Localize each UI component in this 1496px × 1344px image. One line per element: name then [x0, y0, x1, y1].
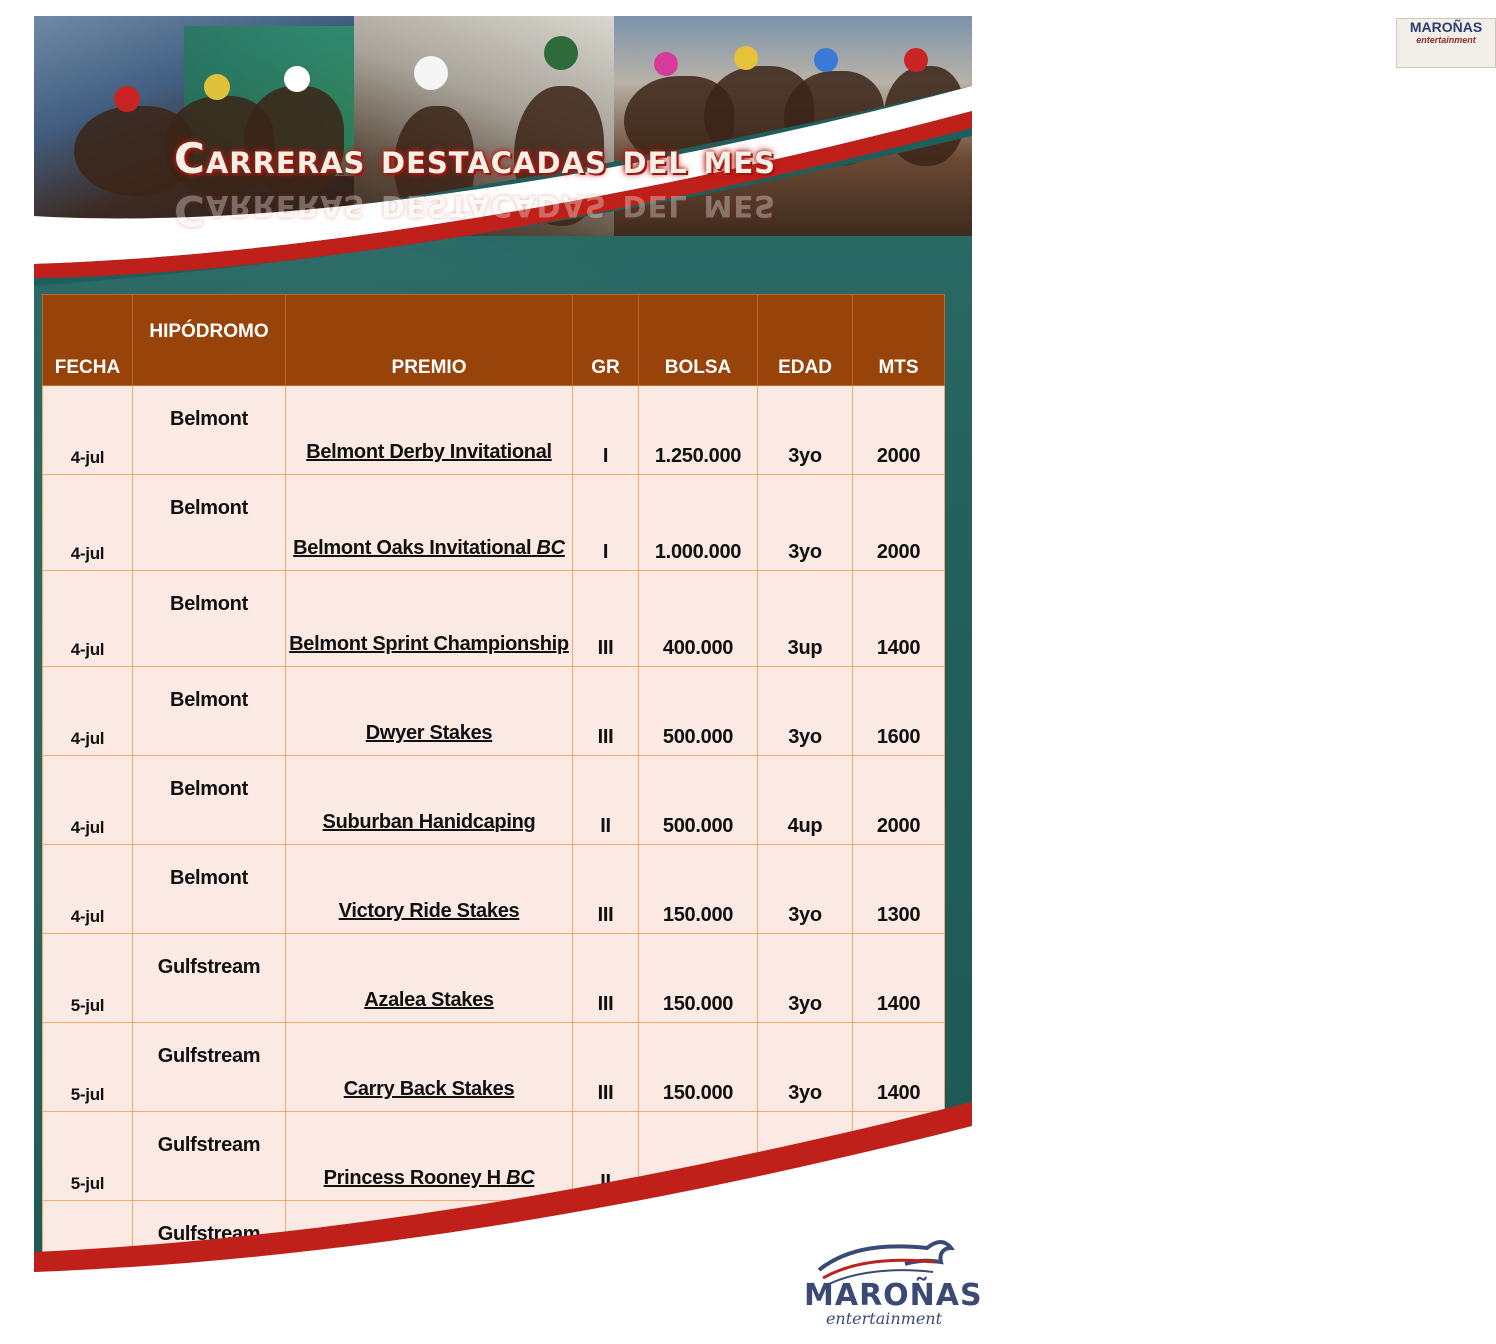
bolsa-cell: 500.000	[639, 667, 758, 756]
bolsa-cell: 1.250.000	[639, 386, 758, 475]
table-row	[43, 1023, 945, 1112]
edad-cell: 3yo	[758, 475, 853, 571]
premio-text: Dwyer Stakes	[365, 722, 493, 744]
hipodromo-cell: Gulfstream	[133, 1112, 286, 1201]
premio-link[interactable]	[286, 934, 573, 1023]
header-gr: GR	[573, 295, 639, 386]
hipodromo-cell: Gulfstream	[133, 934, 286, 1023]
header-bolsa: BOLSA	[639, 295, 758, 386]
grado-cell: III	[573, 1023, 639, 1112]
header-premio: PREMIO	[286, 295, 573, 386]
hipodromo-cell: Belmont	[133, 571, 286, 667]
banner-logo	[1396, 18, 1496, 68]
hipodromo-cell: Belmont	[133, 667, 286, 756]
premio-text: Princess Rooney H	[323, 1167, 501, 1189]
maronas-logo	[804, 1226, 983, 1328]
grado-cell: III	[573, 667, 639, 756]
premio-text: Suburban Hanidcaping	[322, 811, 536, 833]
edad-cell: 4up	[758, 756, 853, 845]
premio-suffix: BC	[506, 1167, 535, 1189]
grado-cell: III	[573, 845, 639, 934]
logo-subtitle: entertainment	[825, 1309, 943, 1328]
fecha-cell: 4-jul	[43, 475, 133, 571]
grado-cell: II	[573, 756, 639, 845]
metros-cell: 1300	[853, 845, 945, 934]
fecha-cell: 4-jul	[43, 667, 133, 756]
hipodromo-cell: Belmont	[133, 756, 286, 845]
hipodromo-cell: Belmont	[133, 386, 286, 475]
edad-cell: 3yo	[758, 934, 853, 1023]
premio-text: Victory Ride Stakes	[338, 900, 520, 922]
premio-link[interactable]	[286, 571, 573, 667]
grado-cell: III	[573, 571, 639, 667]
bolsa-cell: 1.000.000	[639, 475, 758, 571]
bolsa-cell: 150.000	[639, 845, 758, 934]
hipodromo-cell: Belmont	[133, 845, 286, 934]
fecha-cell: 4-jul	[43, 845, 133, 934]
edad-cell: 3up	[758, 571, 853, 667]
premio-link[interactable]	[286, 845, 573, 934]
table-row	[43, 475, 945, 571]
flyer-page	[34, 16, 1483, 1328]
metros-cell: 1400	[853, 934, 945, 1023]
hipodromo-cell: Gulfstream	[133, 1023, 286, 1112]
header-mts: MTS	[853, 295, 945, 386]
premio-link[interactable]	[286, 756, 573, 845]
table-row	[43, 756, 945, 845]
horse-head-icon	[809, 1226, 959, 1286]
edad-cell: 3yo	[758, 667, 853, 756]
banner-logo-sub: entertainment	[1416, 35, 1476, 45]
premio-link[interactable]	[286, 386, 573, 475]
header-fecha: FECHA	[43, 295, 133, 386]
hipodromo-cell: Gulfstream	[133, 1201, 286, 1290]
grado-cell: III	[573, 934, 639, 1023]
premio-text: Belmont Derby Invitational	[306, 441, 552, 463]
hipodromo-cell: Belmont	[133, 475, 286, 571]
metros-cell: 1400	[853, 1023, 945, 1112]
table-row	[43, 934, 945, 1023]
metros-cell: 2000	[853, 386, 945, 475]
header-edad: EDAD	[758, 295, 853, 386]
grado-cell: I	[573, 386, 639, 475]
table-row	[43, 571, 945, 667]
metros-cell: 1400	[853, 571, 945, 667]
header-hipodromo: HIPÓDROMO	[133, 295, 286, 386]
grado-cell: I	[573, 475, 639, 571]
bolsa-cell: 500.000	[639, 756, 758, 845]
page-title-reflection: Carreras destacadas del mes	[174, 186, 777, 235]
fecha-cell: 4-jul	[43, 756, 133, 845]
fecha-cell: 5-jul	[43, 934, 133, 1023]
banner-logo-name: MAROÑAS	[1409, 19, 1483, 35]
metros-cell: 2000	[853, 756, 945, 845]
bolsa-cell: 150.000	[639, 934, 758, 1023]
premio-text: Belmont Oaks Invitational	[293, 537, 532, 559]
table-row	[43, 845, 945, 934]
metros-cell: 2000	[853, 475, 945, 571]
edad-cell: 3yo	[758, 386, 853, 475]
fecha-cell: 4-jul	[43, 571, 133, 667]
premio-text: Belmont Sprint Championship	[289, 633, 569, 655]
page-title: Carreras destacadas del mes	[174, 134, 777, 183]
edad-cell: 3yo	[758, 1023, 853, 1112]
grado-cell: II	[573, 1112, 639, 1201]
fecha-cell: 5-jul	[43, 1112, 133, 1201]
bolsa-cell: 400.000	[639, 571, 758, 667]
metros-cell: 1600	[853, 667, 945, 756]
premio-text: Azalea Stakes	[364, 989, 494, 1011]
premio-link[interactable]	[286, 1023, 573, 1112]
table-header-row	[43, 295, 945, 386]
premio-link[interactable]	[286, 667, 573, 756]
premio-link[interactable]	[286, 475, 573, 571]
table-row	[43, 386, 945, 475]
table-row	[43, 667, 945, 756]
premio-suffix: BC	[536, 537, 565, 559]
logo-name: MAROÑAS	[804, 1278, 983, 1313]
fecha-cell: 5-jul	[43, 1023, 133, 1112]
edad-cell: 3yo	[758, 845, 853, 934]
premio-text: Carry Back Stakes	[343, 1078, 515, 1100]
fecha-cell: 4-jul	[43, 386, 133, 475]
bolsa-cell: 150.000	[639, 1023, 758, 1112]
